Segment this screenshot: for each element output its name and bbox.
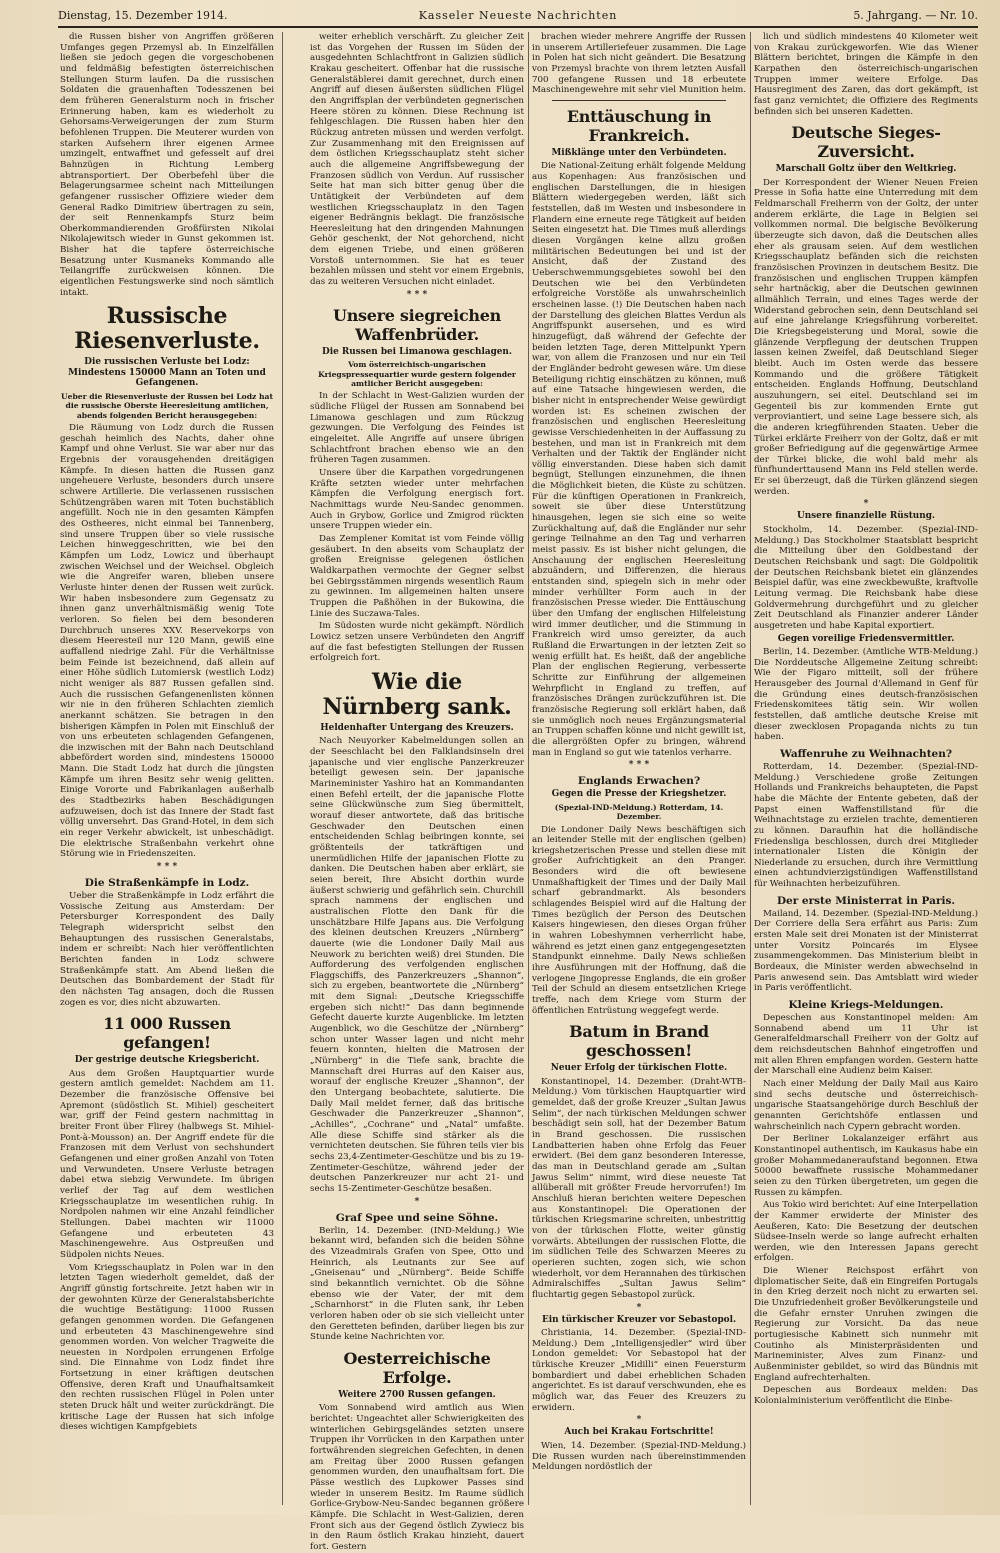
- paragraph: lich und südlich mindestens 40 Kilometer weit von Krakau zurückgeworfen. Wie das Wiener Blättern berichtet, bringen die Kämpfe in den Karpathen den österreichisch-ungarischen Truppen immer weitere Erfolge. Das Hausregiment des Zaren, das dort gekämpft, ist fast ganz vernichtet; die Offiziere des Regiments befinden sich bei unseren Kadetten.: [754, 32, 978, 117]
- paragraph: Rotterdam, 14. Dezember. (Spezial-IND-Meldung.) Verschiedene große Zeitungen Hollands und Frankreichs behaupteten, die Papst habe die Mächte der Entente gebeten, daß der Papst einen Waffenstillstand für die Weihnachtstage zu erzielen trachte, dementieren zu können. Daraufhin hat die holländische Friedensliga beschlossen, durch drei Mitglieder internationaler Listen die Königin der Niederlande zu ersuchen, durch ihre Vermittlung einen achtundvierzigstündigen Waffenstillstand für Weihnachten herbeizuführen.: [754, 761, 978, 890]
- headline-peace-mediators: Gegen voreilige Friedensvermittler.: [777, 633, 955, 644]
- column-rule: [528, 32, 529, 1505]
- headline-allies: Unsere siegreichen Waffenbrüder.: [333, 305, 501, 344]
- paragraph: Nach einer Meldung der Daily Mail aus Kairo sind sechs deutsche und österreichisch-ungarische Staatsangehörige durch Beschluß der genannten Gerichtshöfe entlassen und wahrscheinlich nach Cypern gebracht worden.: [754, 1078, 978, 1132]
- paragraph: Der Berliner Lokalanzeiger erfährt aus Konstantinopel authentisch, im Kaukasus habe ein großer Mohammedaneraufstand begonnen. Etwa 50000 bewaffnete russische Mohammedaner seien zu den Türken übergetreten, um gegen die Russen zu kämpfen.: [754, 1134, 978, 1198]
- paragraph: In der Schlacht in West-Galizien wurden der südliche Flügel der Russen am Sonnabend bei Limanowa geschlagen und zum Rückzug gezwungen. Die Verfolgung des Feindes ist eingeleitet. Alle Angriffe auf unsere übrigen Schlachtfront brachen ebenso wie an den früheren Tagen zusammen.: [310, 391, 524, 466]
- headline-finance: Unsere finanzielle Rüstung.: [796, 511, 936, 522]
- paragraph: Der Korrespondent der Wiener Neuen Freien Presse in Sofia hatte eine Unterredung mit dem Feldmarschall Freiherrn von der Goltz, der unter anderem erklärte, die Lage in Belgien sei vollkommen normal. Die belgische Bevölkerung überzeugte sich davon, daß die Deutschen alles eher als grausam seien. Auf dem westlichen Kriegsschauplatz befänden sich die reichsten französischen Provinzen in deutschem Besitz. Die französischen und englischen Truppen kämpfen sehr hartnäckig, aber die Deutschen gewinnen allmählich Terrain, und eines Tages werde der Widerstand gebrochen sein, denn Deutschland sei auf eine jahrelange Kriegsführung vorbereitet. Die Kriegsbegeisterung und Moral, sowie die glänzende Verpflegung der deutschen Truppen lassen keinen Zweifel, daß Deutschland Sieger bleibt. Auch im Osten werde das bessere Kommando und die größere Tätigkeit entscheiden. Englands Hoffnung, Deutschland auszuhungern, sei eitel. Deutschland sei im Gegenteil bis zur kommenden Ernte gut verproviantiert, und seine Lage bessere sich, als die anderen kriegführenden Staaten. Ueber die Türkei erklärte Freiherr von der Goltz, daß er mit großer Befriedigung auf die gegenwärtige Armee der Türkei blicke, die wohl bald mehr als fünfhunderttausend Mann ins Feld stellen werde. Er sei überzeugt, daß die Türken glänzend siegen werden.: [754, 177, 978, 497]
- paragraph: Vom Sonnabend wird amtlich aus Wien berichtet: Ungeachtet aller Schwierigkeiten des winterlichen Gebirgsgeländes setzten unsere Truppen ihr Vorrücken in den Karpathen unter fortwährenden siegreichen Gefechten, in denen am Freitag über 2000 Russen gefangen genommen wurden, den unaufhaltsam fort. Die Pässe westlich des Lupkower Passes sind wieder in unserem Besitz. Im Raume südlich Gorlice-Grybow-Neu-Sandec begannen größere Kämpfe. Die Schlacht in West-Galizien, deren Front sich aus der Gegend östlich Zywiecz bis in den Raum östlich Krakau hinzieht, dauert fort. Gestern: [310, 1403, 524, 1552]
- headline-confidence: Deutsche Sieges-Zuversicht.: [791, 123, 941, 162]
- separator-stars: * * *: [156, 862, 178, 873]
- separator-stars: * * *: [628, 760, 650, 771]
- paragraph: Aus Tokio wird berichtet: Auf eine Interpellation der Kammer erwiderte der Minister des Aeußeren, Kato: Die Besetzung der deutschen Südsee-Inseln werde so lange aufrecht erhalten werden, wie den Interessen Japans gerecht erfolgen.: [754, 1200, 978, 1264]
- separator-stars: *: [414, 1196, 420, 1207]
- paragraph: Depeschen aus Bordeaux melden: Das Kolonialministerium veröffentlicht die Einbe-: [754, 1385, 978, 1406]
- intro-note: Vom österreichisch-ungarischen Kriegspressequartier wurde gestern folgender amtlicher Bericht ausgegeben:: [318, 360, 516, 389]
- subheadline: Weitere 2700 Russen gefangen.: [338, 1389, 496, 1400]
- dateline: (Spezial-IND-Meldung.) Rotterdam, 14. Dezember.: [554, 802, 724, 822]
- paragraph: Unsere über die Karpathen vorgedrungenen Kräfte setzten wieder unter mehrfachen Kämpfen die Verfolgung energisch fort. Nachmittags wurde Neu-Sandec genommen. Auch in Grybow, Gorlice und Zmigrod rückten unsere Truppen wieder ein.: [310, 468, 524, 532]
- paragraph: Christiania, 14. Dezember. (Spezial-IND-Meldung.) Dem „Intelligensjedler“ wird über London gemeldet: Vor Sebastopol hat der türkische Kreuzer „Midilli“ einen Feuersturm bombardiert und dabei erheblichen Schaden angerichtet. Es ist darauf verschwunden, ehe es möglich war, das Feuer des Kreuzers zu erwidern.: [532, 1328, 746, 1413]
- paragraph: Depeschen aus Konstantinopel melden: Am Sonnabend abend um 11 Uhr ist Generalfeldmarschall Freiherr von der Goltz auf dem reichsdeutschen Bahnhof eingetroffen und mit allen Ehren empfangen worden. Gestern hatte der Marschall eine Audienz beim Kaiser.: [754, 1013, 978, 1077]
- paragraph: Die Räumung von Lodz durch die Russen geschah heimlich des Nachts, daher ohne Kampf und ohne Verlust. Sie war aber nur das Ergebnis der vorausgehenden dreitägigen Kämpfe. In diesen hatten die Russen ganz ungeheuere Verluste, besonders durch unsere schwere Artillerie. Die verlassenen russischen Schützengräben waren mit Toten buchstäblich angefüllt. Noch nie in den gesamten Kämpfen des Ostheeres, nicht einmal bei Tannenberg, sind unsere Truppen über so viele russische Leichen hinweggeschritten, wie bei den Kämpfen um Lodz, Lowicz und überhaupt zwischen Weichsel und der Weichsel. Obgleich wie die Angreifer waren, blieben unsere Verluste hinter denen der Russen weit zurück. Wir haben insbesondere zum Gegensatz zu ihnen ganz unverhältnismäßig wenig Tote verloren. So fielen bei dem besonderen Durchbruch unseres XXV. Reservekorps von diesem Heeresteil nur 120 Mann, gewiß eine auffallend niedrige Zahl. Für die Verhältnisse beim Feinde ist bezeichnend, daß allein auf einer Höhe südlich Lutomiersk (westlich Lodz) nicht weniger als 887 Russen gefallen sind. Auch die russischen Gefangenenlisten können wir nie in den früheren Schlachten ziemlich anerkannt schätzen. Sie betragen in den bisherigen Kämpfen in Polen mit Einschluß der von uns erbeuteten schlagenden Gefangenen, die inzwischen mit der Bahn nach Deutschland abbefördert worden sind, mindestens 150000 Mann. Die Stadt Lodz hat durch die jüngsten Kämpfe um ihren Besitz sehr wenig gelitten. Einige Vororte und Fabrikanlagen außerhalb des Stadtbezirks haben Beschädigungen aufzuweisen, doch ist das Innere der Stadt fast völlig unversehrt. Das Grand-Hotel, in dem sich ein reger Verkehr abwickelt, ist unbeschädigt. Die elektrische Straßenbahn verkehrt ohne Störung wie in Friedenszeiten.: [60, 423, 274, 860]
- subheadline: Der gestrige deutsche Kriegsbericht.: [74, 1055, 260, 1066]
- paragraph: brachen wieder mehrere Angriffe der Russen in unserem Artilleriefeuer zusammen. Die Lage in Polen hat sich nicht geändert. Die Besatzung von Przemysl brachte von ihrem letzten Ausfall 700 gefangene Russen und 18 erbeutete Maschinengewehre mit sehr viel Munition heim.: [532, 32, 747, 96]
- paragraph: Berlin, 14. Dezember. (IND-Meldung.) Wie bekannt wird, befanden sich die beiden Söhne des Vizeadmirals Grafen von Spee, Otto und Heinrich, als Leutnants zur See auf „Gneisenau“ und „Nürnberg“. Beide Schiffe sind bekanntlich vernichtet. Ob die Söhne ebenso wie der Vater, der mit dem „Scharnhorst“ in die Fluten sank, ihr Leben verloren haben oder ob sie sich vielleicht unter den Geretteten befinden, darüber liegen bis zur Stunde keine Nachrichten vor.: [310, 1225, 524, 1343]
- paragraph: Die Wiener Reichspost erfährt von diplomatischer Seite, daß ein Eingreifen Portugals in den Krieg derzeit noch nicht zu erwarten sei. Die Unzufriedenheit großer Bevölkerungsteile und die Gefahr ernster Unruhen zwingen die Regierung zur Vorsicht. Da das neue portugiesische Kabinett sich nunmehr mit Coutinho als Ministerpräsidenten und Marineminister, Alves zum Finanz- und Außenminister gebildet, so wird das Bündnis mit England aufrechterhalten.: [754, 1266, 978, 1383]
- subheadline: Die Russen bei Limanowa geschlagen.: [322, 346, 512, 357]
- paragraph: Wien, 14. Dezember. (Spezial-IND-Meldung.) Die Russen wurden nach übereinstimmenden Meldungen nordöstlich der: [532, 1440, 746, 1473]
- paragraph: Das Zemplener Komitat ist vom Feinde völlig gesäubert. In den abseits vom Schauplatz der großen Ereignisse gelegenen östlichen Waldkarpathen vermochte der Gegner selbst bei Gebirgsstämmen nirgends wesentlich Raum zu gewinnen. Im allgemeinen halten unsere Truppen die Paßhöhen in der Bukowina, die Linie des Suczawa-Tales.: [310, 534, 524, 619]
- headline-england: Englands Erwachen?: [577, 775, 701, 788]
- headline-batum: Batum in Brand geschossen!: [569, 1022, 709, 1061]
- column-3: [532, 32, 746, 1505]
- paragraph: Berlin, 14. Dezember. (Amtliche WTB-Meldung.) Die Norddeutsche Allgemeine Zeitung schreibt: Wie der Figaro mitteilt, soll der frühere Herausgeber des Journal d'Allemand in Genf für die Gründung eines deutsch-französischen Friedenskomitees tätig sein. Wir wollen feststellen, daß amtliche deutsche Kreise mit dieser zwecklosen Propaganda nichts zu tun haben.: [754, 647, 978, 743]
- headline-krakau: Auch bei Krakau Fortschritte!: [564, 1427, 714, 1438]
- paragraph: Nach Neuyorker Kabelmeldungen sollen an der Seeschlacht bei den Falklandsinseln drei japanische und vier englische Panzerkreuzer beteiligt gewesen sein. Der japanische Marineminister Yashiro hat an Kommandanten einen Befehl erteilt, der die japanische Flotte seine Glückwünsche zum Sieg übermittelt, worauf dieser antwortete, daß das britische Geschwader den Deutschen einen entscheidenden Schlag beibringen konnte, sei größtenteils der tatkräftigen und unermüdlichen Hilfe der japanischen Flotte zu danken. Die Deutschen haben aber erklärt, sie seien bereit, Ihre Absicht dorthin wurde äußerst schwierig und gefährlich sein. Churchill sprach nammens der englischen und australischen Flotte den Dank für die unschätzbare Hilfe Japans aus. Die Verfolgung des kleinen deutschen Kreuzers „Nürnberg“ dauerte (wie die Londoner Daily Mail aus Neuwork zu berichten weiß) drei Stunden. Die Aufforderung des verfolgenden englischen Flaggschiffs, des Panzerkreuzers „Shannon“, sich zu ergeben, beantwortete die „Nürnberg“ mit dem Signal: „Deutsche Kriegsschiffe ergeben sich nicht!“ Das dann beginnende Gefecht dauerte kurzte Augenblicke. Im letzten Augenblick, wo die Geschütze der „Nürnberg“ schon unter Wasser lagen und nicht mehr feuern konnten, hielten die Matrosen der „Nürnberg“ in die Tiefe sank, brachte die Mannschaft drei Hurras auf den Kaiser aus, worauf der englische Kreuzer „Shannon“, der den Untergang beobachtete, salutierte. Die Daily Mail meldet ferner, daß das britische Geschwader die Panzerkreuzer „Shannon“, „Achilles“, „Cochrane“ und „Natal“ umfaßte. Alle diese Schiffe sind stärker als die vernichteten deutschen. Sie führen teils vier bis sechs 23,4-Zentimeter-Geschütze und bis zu 19-Zentimeter-Geschütze, während jeder der deutschen Panzerkreuzer nur acht 21- und sechs 15-Zentimeter-Geschütze besaßen.: [310, 736, 524, 1194]
- subheadline: Gegen die Presse der Kriegshetzer.: [551, 789, 727, 800]
- newspaper-title: Kasseler Neueste Nachrichten: [418, 9, 618, 22]
- headline-cruiser: Ein türkischer Kreuzer vor Sebastopol.: [541, 1314, 737, 1325]
- separator-stars: *: [636, 1302, 642, 1313]
- paragraph: Stockholm, 14. Dezember. (Spezial-IND-Meldung.) Das Stockholmer Staatsblatt bespricht die Mitteilung über den Goldbestand der Deutschen Reichsbank und sagt: Die Goldpolitik der Deutschen Reichsbank bietet ein glänzendes Beispiel dafür, was eine zweckbewußte, kraftvolle Leitung vermag. Die Reichsbank habe diese Goldvermehrung durchgeführt und zu gleicher Zeit Deutschland als Finanzier anderer Länder ausgetreten und habe Kapital exportiert.: [754, 524, 978, 631]
- paragraph: die Russen bisher von Angriffen größeren Umfanges gegen Przemysl ab. In Einzelfällen ließen sie jedoch gegen die vorgeschobenen und feldmäßig befestigten österreichischen Stellungen Sturm laufen. Da die russischen Soldaten die grauenhaften Todesszenen bei dem früheren Generalsturm noch in frischer Erinnerung haben, kam es wiederholt zu Gehorsams-Verweigerungen der zum Sturm befohlenen Truppen. Die Meuterer wurden von starken Aufsehern ihrer eigenen Armee umzingelt, entwaffnet und gefesselt auf drei Bahnzügen in Richtung Lemberg abtransportiert. Der Oberbefehl über die Belagerungsarmee scheint nach Mitteilungen gefangener russischer Offiziere wieder dem General Radko Dimitriew übertragen zu sein, der seit Rennenkampfs Sturz beim Oberkommandierenden Großfürsten Nikolai Nikolajewitsch wieder in Gunst gekommen ist. Bisher hat die tapfere österreichische Besatzung unter Kusmaneks Kommando alle Teilangriffe zurückweisen können. Die eigentlichen Festungswerke sind noch sämtlich intakt.: [60, 32, 274, 298]
- headline-street-fights: Die Straßenkämpfe in Lodz.: [84, 877, 250, 890]
- running-head: [58, 6, 978, 28]
- intro-note: Ueber die Riesenverluste der Russen bei Lodz hat die russische Oberste Heeresleitung amtlichen, abends folgenden Bericht herausgegeben:: [61, 391, 273, 420]
- headline-austrian-success: Oesterreichische Erfolge.: [343, 1348, 491, 1387]
- paragraph: Im Südosten wurde nicht gekämpft. Nördlich Lowicz setzen unsere Verbündeten den Angriff auf die fast befestigten Stellungen der Russen erfolgreich fort.: [310, 621, 524, 664]
- column-2: [310, 32, 524, 1552]
- paragraph: Mailand, 14. Dezember. (Spezial-IND-Meldung.) Der Corriere della Sera erfährt aus Paris: Zum ersten Male seit drei Monaten ist der Ministerrat unter Vorsitz Poincarés im Elysee zusammengekommen. Das Ministerium bleibt in Bordeaux, die Minister werden abwechselnd in Paris anwesend sein. Das Amtsblatt wird wieder in Paris veröffentlicht.: [754, 908, 978, 994]
- headline-council: Der erste Ministerrat in Paris.: [776, 894, 956, 907]
- paragraph: weiter erheblich verschärft. Zu gleicher Zeit ist das Vorgehen der Russen im Süden der ausgedehnten Schlachtfront in Galizien südlich Krakau gescheitert. Offenbar hat die russische Generalstäblerei damit gerechnet, durch einen Angriff auf diesen äußersten südlichen Flügel den Angriffsplan der verbündeten gegnerischen Heere stören zu können. Diese Rechnung ist fehlgeschlagen. Die Russen haben hier den Rückzug antreten müssen und werden verfolgt. Zur Zusammenhang mit den Ereignissen auf dem östlichen Kriegsschauplatz steht sicher auch die allgemeine Angriffsbewegung der Franzosen südlich von Verdun. Auf russischer Seite hat man sich bitter genug über die Untätigkeit der Verbündeten auf dem westlichen Kriegsschauplatz in den Tagen eigener Bedrängnis beklagt. Die französische Heeresleitung hat den dringenden Mahnungen Gehör geschenkt, der Not gehorchend, nicht dem eigenen Triebe, und einen größeren Vorstoß unternommen. Sie hat es teuer bezahlen müssen und steht vor einem Ergebnis, das zu weiteren Versuchen nicht einladet.: [310, 32, 524, 288]
- subheadline: Mißklänge unter den Verbündeten.: [551, 147, 727, 158]
- subheadline: Die russischen Verluste bei Lodz: Mindestens 150000 Mann an Toten und Gefangenen.: [68, 357, 266, 389]
- column-rule: [282, 32, 283, 1505]
- headline-disappointment: Enttäuschung in Frankreich.: [566, 106, 712, 145]
- headline-prisoners: 11 000 Russen gefangen!: [103, 1014, 231, 1053]
- subheadline: Heldenhafter Untergang des Kreuzers.: [320, 722, 514, 733]
- subheadline: Neuer Erfolg der türkischen Flotte.: [550, 1063, 728, 1074]
- paragraph: Konstantinopel, 14. Dezember. (Draht-WTB-Meldung.) Vom türkischen Hauptquartier wird gemeldet, daß der große Kreuzer „Sultan Jawus Selim“, der nach türkischen Meldungen schwer beschädigt sein soll, hat der Dezember Batum in Brand geschossen. Die russischen Landbatterien haben ohne Erfolg das Feuer erwidert. (Bei dem ganz besonderen Interesse, das man in Deutschland gerade am „Sultan Jawus Selim“ nimmt, wird diese neueste Tat allüberall mit größter Freude hervorrufen!) Im Anschluß hieran berichten weitere Depeschen aus Konstantinopel: Die Operationen der türkischen Kriegsmarine schreiten, unbestrittig von der türkischen Flotte, weiter günstig vorwärts. Abteilungen der russischen Flotte, die im südlichen Teile des Schwarzen Meeres zu operieren suchten, zogen sich, wie schon wiederholt, vor dem Herannahen des türkischen Admiralschiffes „Sultan Jawus Selim“ fluchtartig gegen Sebastopol zurück.: [532, 1076, 746, 1300]
- paragraph: Die Londoner Daily News beschäftigen sich an leitender Stelle mit der englischen (gelben) kriegshetzerischen Presse und stellen diese mit großer Aufrichtigkeit an den Pranger. Besonders wird die oft bewiesene Unmaßhaftigkeit der Times und der Daily Mail scharf gebrandmarkt. Als besonders schlagendes Beispiel wird auf die Haltung der Times bezüglich der Person des Deutschen Kaisers hingewiesen, den dieses Organ früher in wahren Lobeshymnen verherrlicht habe, während es jetzt einen ganz entgegengesetzten Standpunkt einnehme. Daily News schließen ihre Ausführungen mit der Hoffnung, daß die verlogene Jingopresse Englands, die ein großer Teil der Schuld an diesem entsetzlichen Kriege treffe, nach dem Kriege vom Sturm der öffentlichen Entrüstung weggefegt werde.: [532, 824, 746, 1016]
- headline-spee: Graf Spee und seine Söhne.: [335, 1211, 499, 1224]
- separator-stars: * * *: [406, 289, 428, 300]
- column-rule: [750, 32, 751, 1505]
- column-1: [60, 32, 274, 1505]
- headline-truce: Waffenruhe zu Weihnachten?: [779, 747, 953, 760]
- divider: [552, 100, 726, 101]
- paragraph: Ueber die Straßenkämpfe in Lodz erfährt die Vossische Zeitung aus Amsterdam: Der Petersburger Korrespondent des Daily Telegraph widerspricht selbst den Behauptungen des russischen Generalstabs, indem er schreibt: Nach hier veröffentlichten Berichten fanden in Lodz schwere Straßenkämpfe statt. Am Abend ließen die Deutschen das Bombardement der Stadt für den nächsten Tag ansagen, doch die Russen zogen es vor, dies nicht abzuwarten.: [60, 891, 274, 1008]
- paragraph: Die National-Zeitung erhält folgende Meldung aus Kopenhagen: Aus französischen und englischen Darstellungen, die in hiesigen Blättern wiedergegeben werden, läßt sich feststellen, daß im Westen und insbesondere in Flandern eine erneute rege Tätigkeit auf beiden Seiten eingesetzt hat. Die Times muß allerdings diesen Vorgängen keine allzu großen militärischen Bedeutungen bei und ist der Ansicht, daß der Zustand des Ueberschwemmungsgebietes sowohl bei den Deutschen wie bei den Verbündeten erfolgreiche Vorstöße als unwahrscheinlich erscheinen lasse. (!) Die Deutschen haben nach der Darstellung des gleichen Blattes Verdun als Angriffspunkt ausersehen, und es wird hinzugefügt, daß während der Gefechte der beiden letzten Tage, deren Mittelpunkt Ypern war, von allem die Franzosen und nur ein Teil der Engländer bedroht gewesen wäre. Um diese Beteiligung richtig einschätzen zu können, muß auf eine Tatsache hingewiesen werden, die bisher nicht in entsprechender Weise gewürdigt worden ist: Es scheinen zwischen der französischen und englischen Heeresleitung gewisse Verschiedenheiten in der Auffassung zu bestehen, und man ist in Frankreich mit dem Verhalten und der Taktik der Engländer nicht völlig einverstanden. Diese haben sich damit begnügt, Stellungen einzunehmen, die ihnen die Möglichkeit bieten, die Küste zu schützen. Für die künftigen Operationen in Frankreich, soweit sie über diese Unterstützung hinausgehen, legen sie sich eine so weite Zurückhaltung auf, daß die Engländer nur sehr geringe Teilnahme an den Tag und verharren meist passiv. Es ist bisher nicht gelungen, die Anschauung der englischen Heeresleitung abzuändern, und Differenzen, die hieraus entstanden sind, spiegeln sich in mehr oder minder verhüllter Form auch in der französischen Presse wieder. Die Enttäuschung über den Umfang der englischen Hilfeleistung wird immer deutlicher, und die Stimmung in Frankreich wird umso gereizter, da auch Rußland die Erwartungen in der letzten Zeit so wenig erfüllt hat. Es heißt, daß der angebliche Plan der englischen Regierung, verbesserte Schritte zur Einführung der allgemeinen Wehrpflicht in England zu treffen, auf französisches Drängen zurückzuführen ist. Die französische Regierung soll erklärt haben, daß sie unmöglich noch neues Ergänzungsmaterial an Truppen schaffen könne und nicht gewillt ist, die allergrößten Opfer zu bringen, während man in England so gut wie tatenlos verharre.: [532, 161, 746, 758]
- headline-nuernberg: Wie die Nürnberg sank.: [322, 668, 512, 720]
- separator-stars: *: [636, 1415, 642, 1426]
- headline-short-news: Kleine Kriegs-Meldungen.: [788, 999, 944, 1012]
- separator-stars: *: [863, 499, 869, 510]
- column-4: [754, 32, 978, 1505]
- paragraph: Aus dem Großen Hauptquartier wurde gestern amtlich gemeldet: Nachdem am 11. Dezember die französische Offensive bei Apremont (südöstlich St. Mihiel) gescheitert war, griff der Feind gestern nachmittag in breiter Front über Flirey (halbwegs St. Mihiel-Pont-à-Mousson) an. Der Angriff endete für die Franzosen mit dem Verlust von sechshundert Gefangenen und einer großen Anzahl von Toten und Verwundeten. Unsere Verluste betragen dabei etwa siebzig Verwundete. Im übrigen verlief der Tag auf dem westlichen Kriegsschauplatze im wesentlichen ruhig. In Nordpolen nahmen wir eine Anzahl feindlicher Stellungen. Dabei machten wir 11000 Gefangene und erbeuteten 43 Maschinengewehre. Aus Ostpreußen und Südpolen nichts Neues.: [60, 1068, 274, 1260]
- headline-russian-losses: Russische Riesenverluste.: [74, 303, 260, 355]
- subheadline: Marschall Goltz über den Weltkrieg.: [775, 164, 957, 175]
- volume-number: 5. Jahrgang. — Nr. 10.: [853, 9, 978, 22]
- issue-date: Dienstag, 15. Dezember 1914.: [58, 9, 228, 22]
- paragraph: Vom Kriegsschauplatz in Polen war in den letzten Tagen wiederholt gemeldet, daß der Angriff günstig fortschreite. Jetzt haben wir in der gewohnten Kürze der Generalstabsberichte die wuchtige Bestätigung: 11000 Russen gefangen genommen worden. Die Gefangenen und erbeuteten 43 Maschinengewehre sind genommen worden. Von welcher Tragweite die neuesten in Nordpolen errungenen Erfolge sind. Die Einnahme von Lodz findet ihre Fortsetzung in einer kräftigen deutschen Offensive, deren Kraft und Unaufhaltsamkeit den rechten russischen Flügel in Polen unter steten Druck hält und weiter zurückdrängt. Die kritische Lage der Russen hat sich infolge dieses wichtigen Kampfgebiets: [60, 1262, 274, 1433]
